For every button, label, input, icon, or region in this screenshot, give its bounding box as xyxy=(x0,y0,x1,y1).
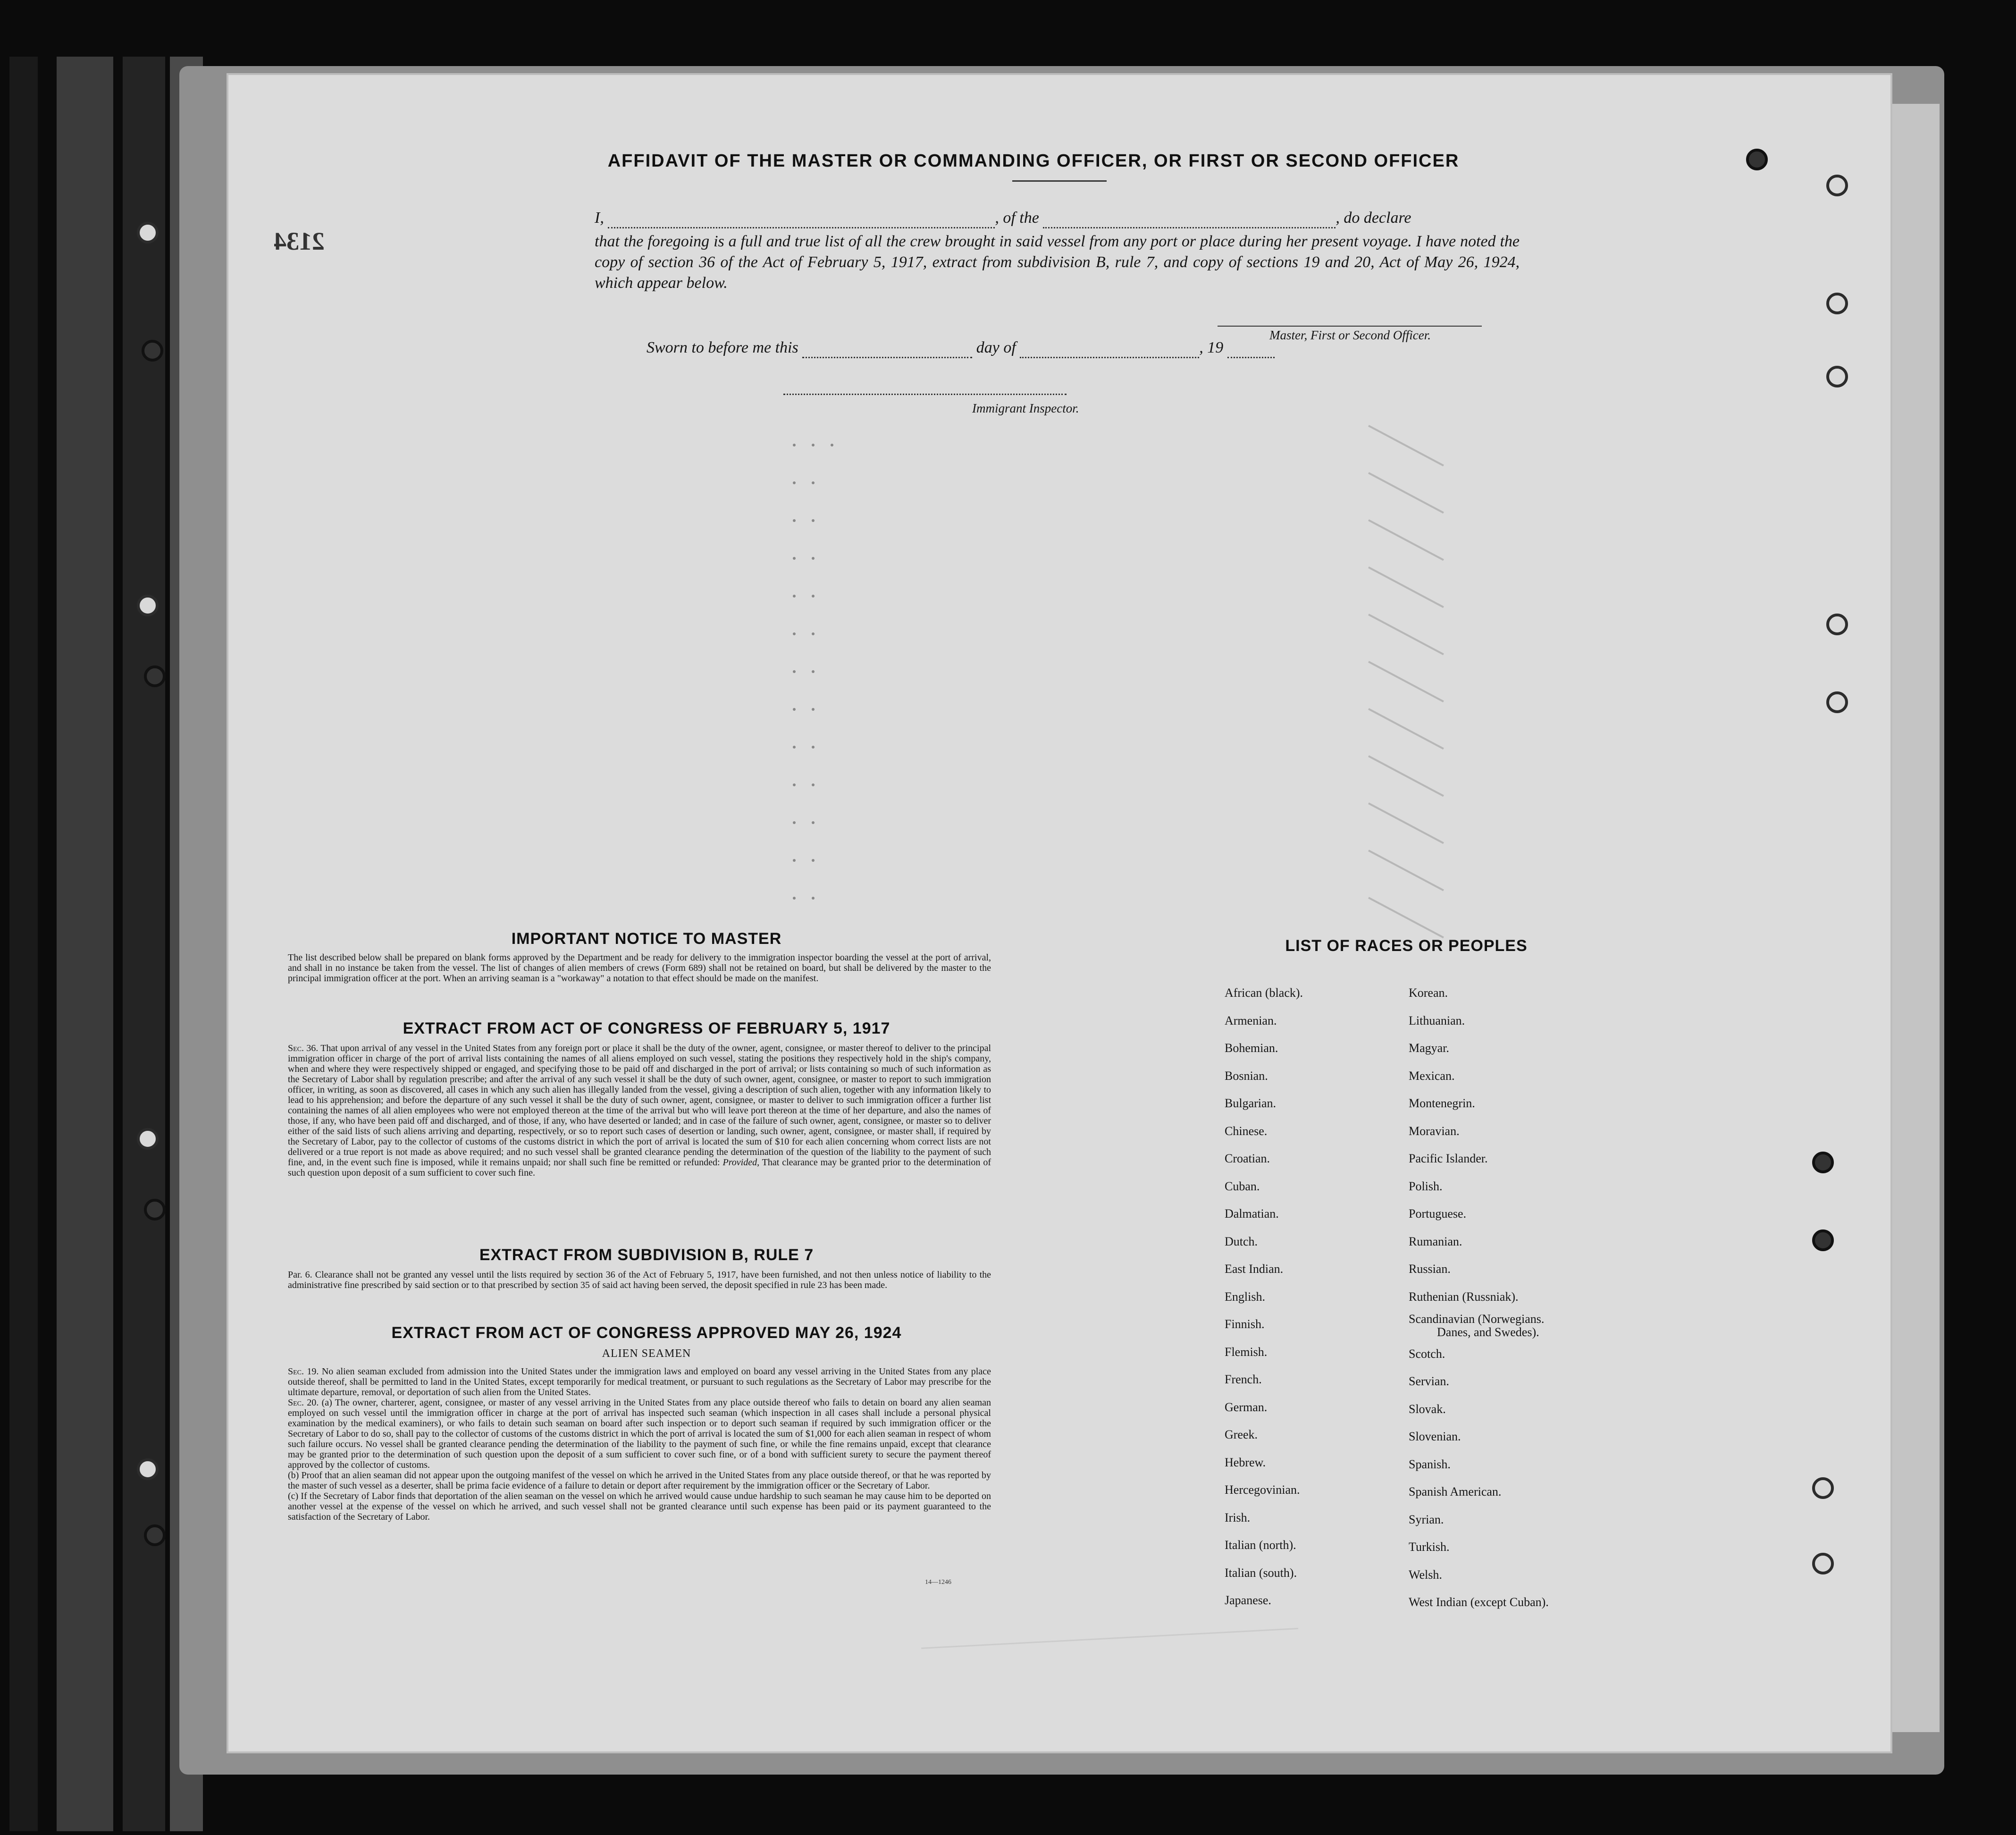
show-through-dot xyxy=(812,859,815,862)
extract-1924-title: EXTRACT FROM ACT OF CONGRESS APPROVED MAY 26, 1924 xyxy=(391,1324,902,1342)
show-through-dot xyxy=(793,708,796,711)
race-item: Greek. xyxy=(1225,1428,1258,1441)
sworn-year-field[interactable] xyxy=(1227,352,1275,358)
race-item: Mexican. xyxy=(1409,1069,1455,1083)
show-through-dot xyxy=(812,821,815,824)
sworn-line xyxy=(647,337,1307,358)
race-item: Chinese. xyxy=(1225,1124,1268,1138)
binder-hole xyxy=(1826,691,1848,713)
show-through-dot xyxy=(812,632,815,635)
binder-hole xyxy=(1746,149,1768,170)
race-item: Bulgarian. xyxy=(1225,1096,1277,1110)
race-item: French. xyxy=(1225,1372,1262,1386)
sworn-month-field[interactable] xyxy=(1020,352,1199,358)
inspector-signature-line[interactable] xyxy=(783,393,1067,395)
binder-hole xyxy=(137,222,159,244)
section-20b-text: (b) Proof that an alien seaman did not appear upon the outgoing manifest of the vessel on which he arrived in the United States from any place outside thereof, or that he was reported by the master of such vessel as a deserter, shall be prima facie evidence of a failure to detain or deport after requirement by the immigration officer or the Secretary of Labor. xyxy=(288,1470,991,1491)
race-item: Slovenian. xyxy=(1409,1430,1461,1443)
show-through-dot xyxy=(812,670,815,673)
show-through-dot xyxy=(812,519,815,522)
race-item: Armenian. xyxy=(1225,1013,1277,1027)
race-item: Cuban. xyxy=(1225,1179,1260,1193)
show-through-dot xyxy=(812,783,815,786)
affidavit-declaration-line xyxy=(595,208,1520,228)
section-19-text: No alien seaman excluded from admission into the United States under the immigration laws and employed on board any vessel arriving in the United States from any place outside thereof, shall be permitted to land in the United States, except temporarily for medical treatment, or pursuant to such regulations as the Secretary of Labor may prescribe for the ultimate departure, removal, or deportation of such alien from the United States. xyxy=(288,1366,991,1397)
race-item: Hercegovinian. xyxy=(1225,1483,1300,1497)
race-item: Scotch. xyxy=(1409,1347,1445,1361)
binder-hole xyxy=(137,1458,159,1480)
race-item: German. xyxy=(1225,1400,1268,1414)
show-through-dot xyxy=(793,557,796,560)
race-item: Italian (north). xyxy=(1225,1538,1296,1552)
race-item-scandinavian xyxy=(1409,1311,1549,1340)
binder-hole xyxy=(142,340,163,362)
show-through-dot xyxy=(812,595,815,598)
section-20-lead: Sec. 20. xyxy=(288,1397,319,1408)
title-rule xyxy=(1012,180,1107,182)
binder-hole xyxy=(1826,614,1848,635)
race-item: Portuguese. xyxy=(1409,1207,1467,1221)
show-through-dot xyxy=(793,632,796,635)
race-item: East Indian. xyxy=(1225,1262,1284,1276)
race-item: Finnish. xyxy=(1225,1317,1265,1331)
race-item: Japanese. xyxy=(1225,1593,1271,1607)
binder-hole xyxy=(1812,1553,1834,1574)
race-item: Hebrew. xyxy=(1225,1455,1266,1469)
race-item: Polish. xyxy=(1409,1179,1443,1193)
show-through-dot xyxy=(812,708,815,711)
affidavit-title: AFFIDAVIT OF THE MASTER OR COMMANDING OFFICER, OR FIRST OR SECOND OFFICER xyxy=(607,151,1460,171)
provided-word: Provided, xyxy=(722,1157,760,1168)
race-item: Montenegrin. xyxy=(1409,1096,1475,1110)
race-item: English. xyxy=(1225,1289,1265,1304)
affidavit-of-the-label: , of the xyxy=(995,209,1039,227)
binder-hole xyxy=(1826,366,1848,387)
binder-strip xyxy=(57,57,113,1831)
affidavit-body: that the foregoing is a full and true list of all the crew brought in said vessel from any port or place during her present voyage. I have noted the copy of section 36 of the Act of February 5, 1917, extract from subdivision B, rule 7, and copy of sections 19 and 20, Act of May 26, 1924, which appear below. xyxy=(595,233,1520,292)
race-item: Bohemian. xyxy=(1225,1041,1278,1055)
binder-hole xyxy=(1812,1152,1834,1173)
binder-hole xyxy=(144,665,166,687)
races-list-right xyxy=(1409,979,1549,1616)
binder-hole xyxy=(137,595,159,616)
binder-hole xyxy=(1826,175,1848,196)
race-item: Pacific Islander. xyxy=(1409,1152,1488,1165)
show-through-dot xyxy=(793,821,796,824)
affidavit-i-label: I, xyxy=(595,209,604,227)
show-through-dot xyxy=(793,670,796,673)
race-item: Lithuanian. xyxy=(1409,1013,1465,1027)
inspector-label: Immigrant Inspector. xyxy=(972,401,1079,415)
section-19-lead: Sec. 19. xyxy=(288,1366,319,1377)
section-20c-text: (c) If the Secretary of Labor finds that deportation of the alien seaman on the vessel on which he arrived would cause undue hardship to such seaman he may cause him to be deported on another vessel at the expense of the vessel on which he arrived, and such vessel shall not be granted clearance until such expense has been paid or its payment guaranteed to the satisfaction of the Secretary of Labor. xyxy=(288,1491,991,1522)
extract-1917-title: EXTRACT FROM ACT OF CONGRESS OF FEBRUARY 5, 1917 xyxy=(403,1019,890,1037)
show-through-dot xyxy=(793,444,796,446)
show-through-dot xyxy=(793,783,796,786)
show-through-dot xyxy=(812,557,815,560)
show-through-dot xyxy=(793,595,796,598)
race-item: Spanish. xyxy=(1409,1457,1451,1471)
race-item: Spanish American. xyxy=(1409,1485,1502,1498)
race-item: Turkish. xyxy=(1409,1540,1450,1554)
sworn-label: Sworn to before me this xyxy=(647,339,798,356)
section-36-lead: Sec. 36. xyxy=(288,1043,319,1053)
binder-hole xyxy=(1812,1477,1834,1499)
race-item: Magyar. xyxy=(1409,1041,1449,1055)
show-through-dot xyxy=(793,519,796,522)
extract-rule7-body: Par. 6. Clearance shall not be granted any vessel until the lists required by section 36 of the Act of February 5, 1917, have been furnished, and not then unless notice of liability to the administrative fine prescribed by said section or to that prescribed by section 35 of said act having been served, the deposit specified in rule 23 has been made. xyxy=(288,1270,991,1290)
race-item: Italian (south). xyxy=(1225,1566,1297,1580)
master-name-field[interactable] xyxy=(608,222,995,228)
race-item: Croatian. xyxy=(1225,1152,1270,1165)
binder-hole xyxy=(1812,1229,1834,1251)
show-through-dot xyxy=(812,746,815,749)
binder-hole xyxy=(137,1128,159,1150)
show-through-dot xyxy=(812,444,815,446)
show-through-dot xyxy=(793,859,796,862)
sworn-dayof-label: day of xyxy=(976,339,1016,356)
race-item: Russian. xyxy=(1409,1262,1451,1276)
show-through-dot xyxy=(793,481,796,484)
binder-hole xyxy=(144,1199,166,1221)
master-signature-line[interactable] xyxy=(1218,326,1482,327)
race-item: Dutch. xyxy=(1225,1234,1258,1248)
notice-body: The list described below shall be prepared on blank forms approved by the Department and be ready for delivery to the immigration inspector boarding the vessel at the port of arrival, and shall in no instance be taken from the vessel. The list of changes of alien members of crews (Form 689) shall not be retained on board, but shall be delivered by the master to the principal immigration officer at the port. When an arriving seaman is a "workaway" a notation to that effect should be made on the manifest. xyxy=(288,952,991,984)
sworn-day-field[interactable] xyxy=(802,352,972,358)
alien-seamen-subtitle: ALIEN SEAMEN xyxy=(602,1347,691,1360)
binder-hole xyxy=(1826,293,1848,314)
stamp-number: 2134 xyxy=(274,227,325,255)
form-number: 14—1246 xyxy=(925,1579,951,1586)
race-item: Flemish. xyxy=(1225,1345,1268,1359)
vessel-name-field[interactable] xyxy=(1043,222,1336,228)
extract-1917-body xyxy=(288,1043,991,1178)
affidavit-declare-label: , do declare xyxy=(1336,209,1411,227)
race-item: Servian. xyxy=(1409,1374,1449,1388)
notice-title: IMPORTANT NOTICE TO MASTER xyxy=(511,930,782,948)
races-list-left xyxy=(1225,979,1303,1615)
race-item: West Indian (except Cuban). xyxy=(1409,1595,1549,1609)
binder-strip xyxy=(123,57,165,1831)
extract-1924-body xyxy=(288,1366,991,1522)
race-item: African (black). xyxy=(1225,986,1303,1000)
section-36-tail: That clearance may be granted prior to the determination of such question upon deposit of a sum sufficient to cover such fine. xyxy=(288,1157,991,1178)
race-item: Slovak. xyxy=(1409,1402,1446,1416)
race-item: Moravian. xyxy=(1409,1124,1460,1138)
race-item: Dalmatian. xyxy=(1225,1207,1279,1221)
races-title: LIST OF RACES OR PEOPLES xyxy=(1285,937,1528,955)
race-item: Welsh. xyxy=(1409,1567,1442,1582)
sworn-year-label: , 19 xyxy=(1199,339,1224,356)
race-item-continuation: Danes, and Swedes). xyxy=(1437,1325,1539,1339)
master-signature-label: Master, First or Second Officer. xyxy=(1269,328,1431,342)
show-through-dot xyxy=(793,746,796,749)
show-through-dot xyxy=(812,481,815,484)
race-item: Rumanian. xyxy=(1409,1234,1462,1248)
race-item: Scandinavian (Norwegians. xyxy=(1409,1312,1545,1326)
race-item: Irish. xyxy=(1225,1510,1251,1524)
race-item: Bosnian. xyxy=(1225,1069,1268,1083)
binder-strip xyxy=(9,57,38,1831)
show-through-dot xyxy=(793,897,796,900)
race-item: Korean. xyxy=(1409,986,1448,1000)
section-20a-text: (a) The owner, charterer, agent, consignee, or master of any vessel arriving in the United States from any place outside thereof who fails to detain on board any alien seaman employed on such vessel until the immigration officer in charge at the port of arrival has inspected such seaman (which inspection in all cases shall include a personal physical examination by the medical examiners), or who fails to detain such seaman on board after such inspection or to deport such seaman if required by such immigration officer or the Secretary of Labor to do so, shall pay to the collector of customs of the customs district in which the port of arrival is located the sum of $1,000 for each alien seaman in respect of whom such failure occurs. No vessel shall be granted clearance pending the determination of the liability to the payment of such fine, or while the fine remains unpaid, except that clearance may be granted prior to the determination of such question upon the deposit of a sum sufficient to cover such fine, or of a bond with sufficient surety to secure the payment thereof approved by the collector of customs. xyxy=(288,1397,991,1470)
binder-hole xyxy=(144,1524,166,1546)
show-through-dot xyxy=(831,444,833,446)
race-item: Syrian. xyxy=(1409,1512,1444,1526)
race-item: Ruthenian (Russniak). xyxy=(1409,1289,1519,1304)
extract-rule7-title: EXTRACT FROM SUBDIVISION B, RULE 7 xyxy=(479,1246,814,1264)
show-through-dot xyxy=(812,897,815,900)
section-36-text: That upon arrival of any vessel in the United States from any foreign port or place it shall be the duty of the owner, agent, consignee, or master thereof to deliver to the principal immigration officer in charge of the port of arrival lists containing the names of all aliens employed on such vessel, stating the positions they respectively hold in the ship's company, when and where they were respectively shipped or engaged, and specifying those to be paid off and discharged in the port of arrival; or lists containing so much of such information as the Secretary of Labor shall by regulation prescribe; and after the arrival of any such vessel it shall be the duty of such owner, agent, consignee, or master to report to such immigration officer, in writing, as soon as discovered, all cases in which any such alien has illegally landed from the vessel, giving a description of such alien, together with any information likely to lead to his apprehension; and before the departure of any such vessel it shall be the duty of such owner, agent, consignee, or master to deliver to such immigration officer a further list containing the names of all alien employees who were not employed thereon at the time of the arrival but who will leave port thereon at the time of her departure, and also the names of those, if any, who have been paid off and discharged, and of those, if any, who have deserted or landed; and in case of the failure of such owner, agent, consignee, or master so to deliver either of the said lists of such aliens arriving and departing, respectively, or so to report such cases of desertion or landing, such owner, agent, consignee, or master shall, if required by the Secretary of Labor, pay to the collector of customs of the customs district in which the port of arrival is located the sum of $10 for each alien concerning whom correct lists are not delivered or a true report is not made as above required; and no such vessel shall be granted clearance pending the determination of the question of the liability to the payment of such fine, and, in the event such fine is imposed, while it remains unpaid; nor shall such fine be remitted or refunded: xyxy=(288,1043,991,1168)
